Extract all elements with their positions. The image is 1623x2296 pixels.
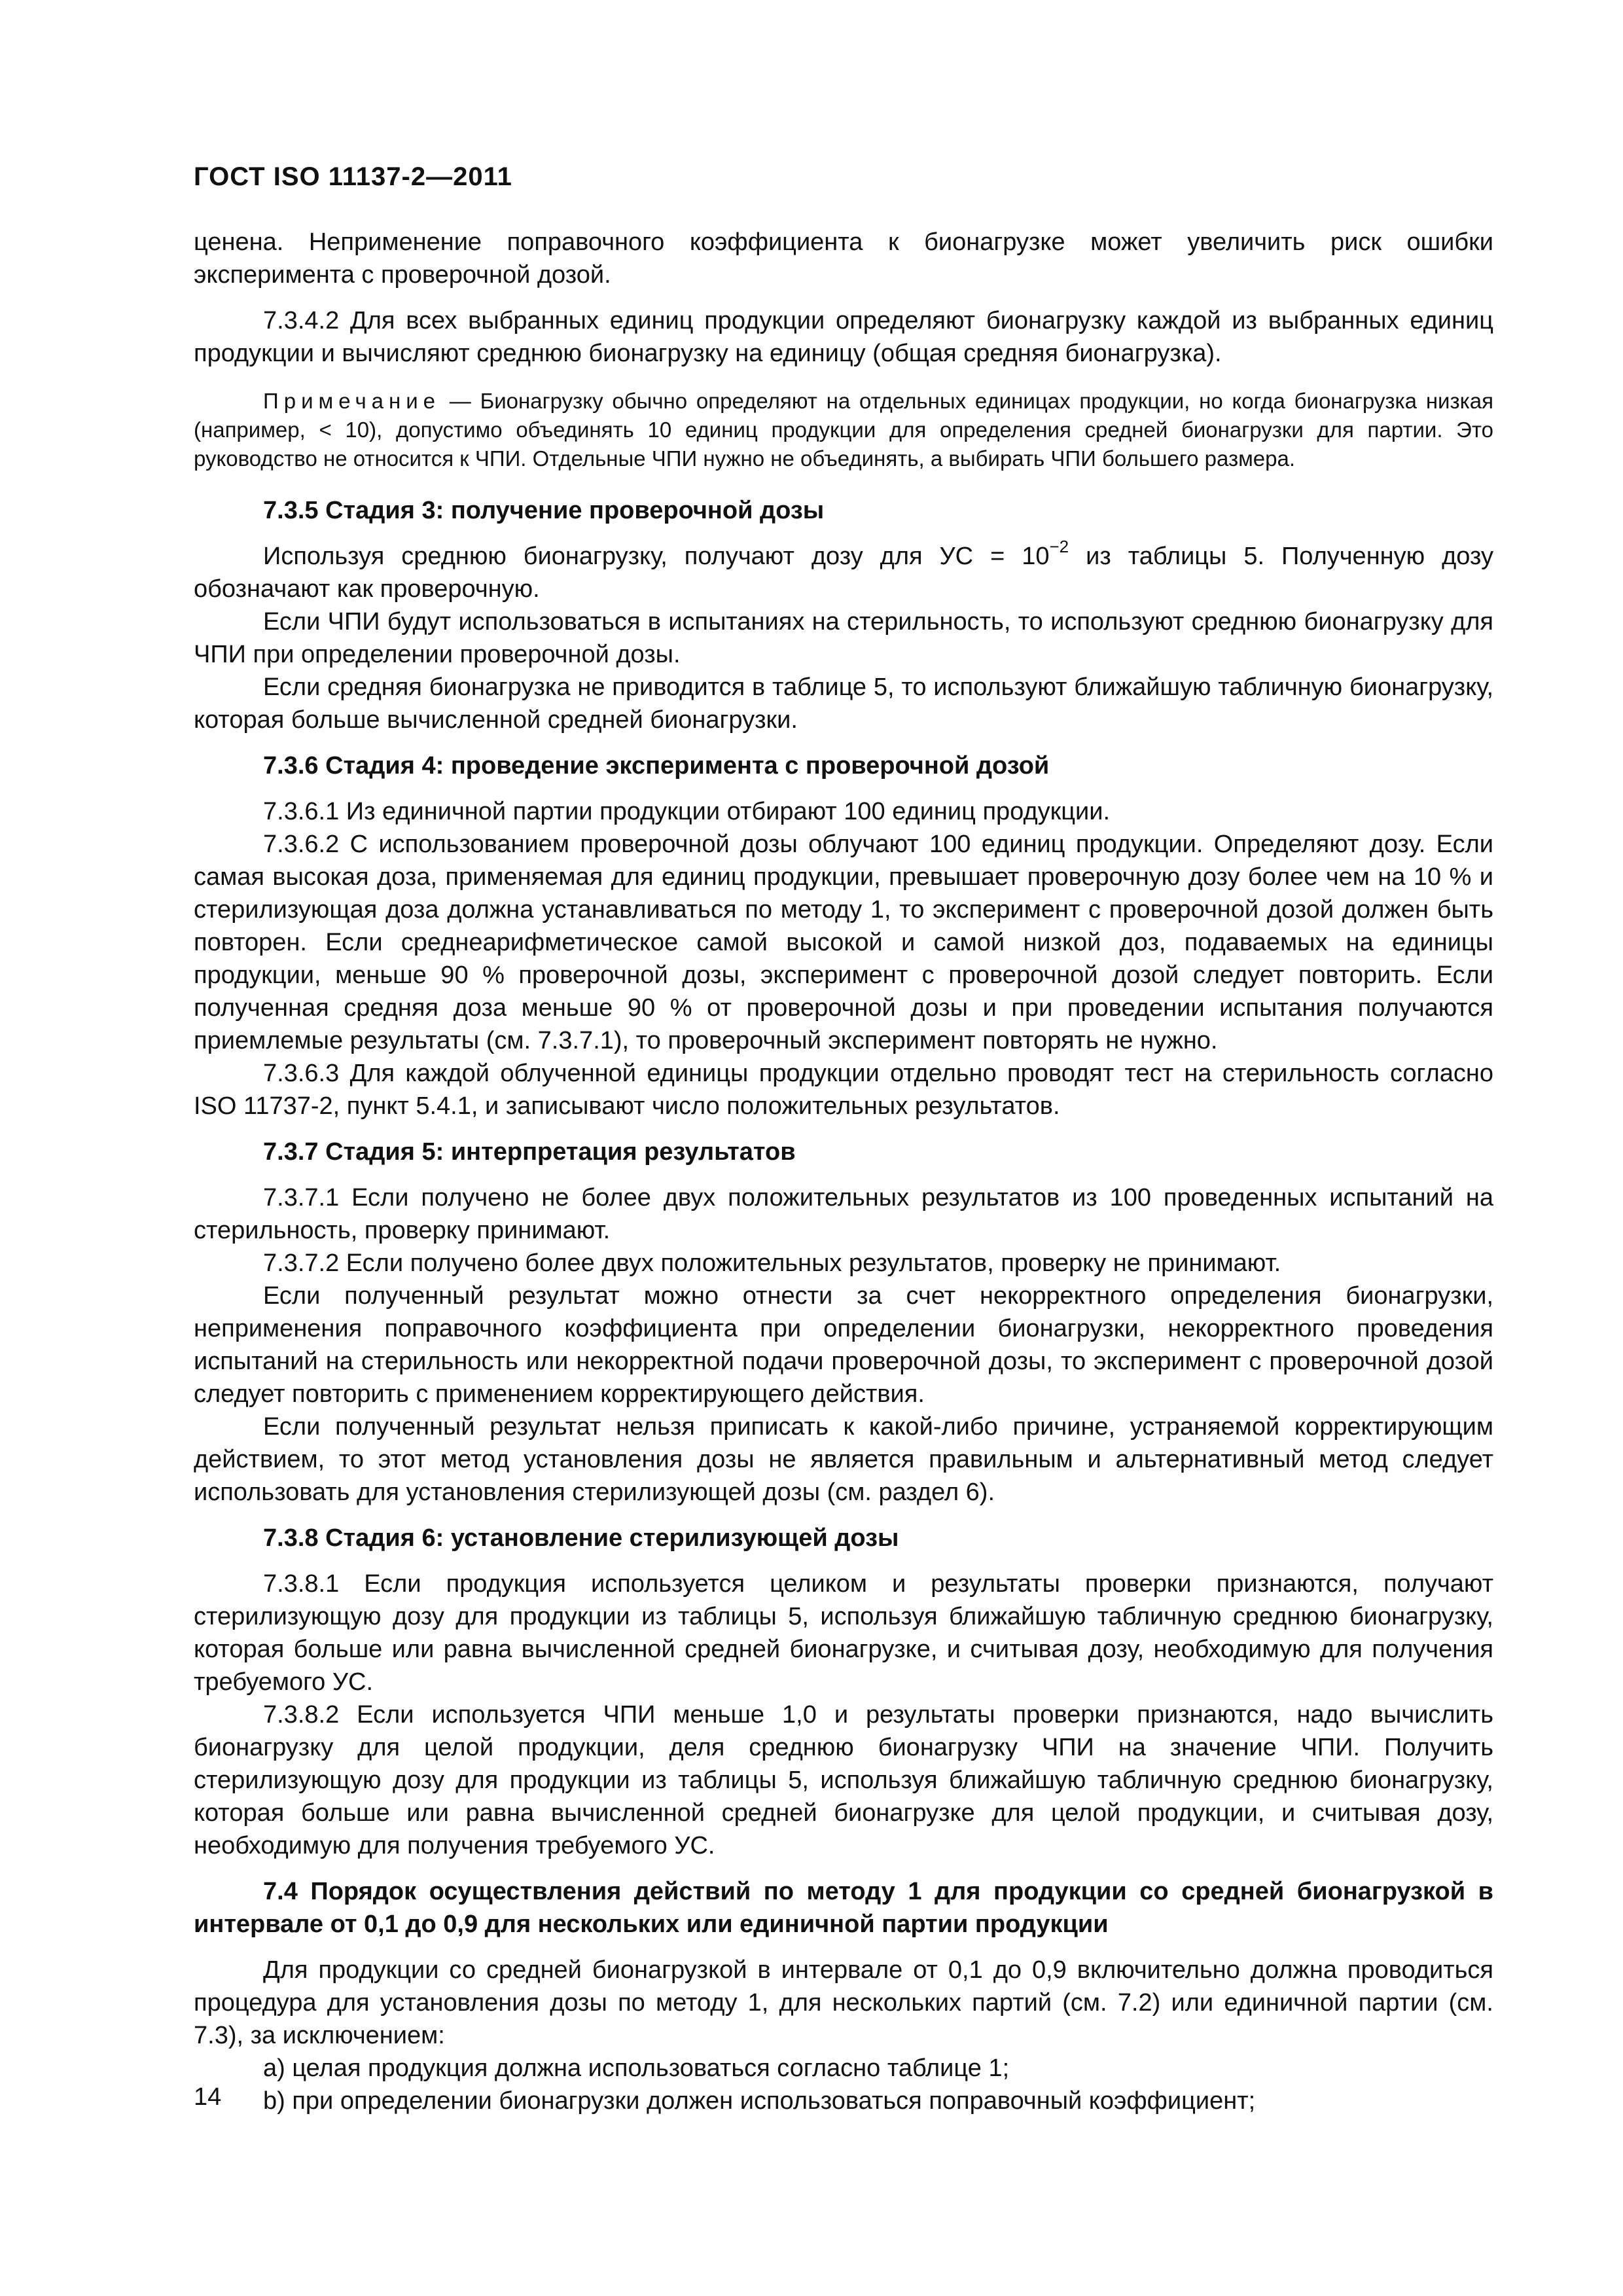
paragraph-7-3-7-1: 7.3.7.1 Если получено не более двух положительных результатов из 100 проведенных испытаний на стерильность, проверку принимают. (194, 1184, 1493, 1244)
document-body (194, 226, 1493, 2117)
list-item-a: a) целая продукция должна использоваться согласно таблице 1; (263, 2054, 1010, 2082)
note (194, 387, 1493, 473)
paragraph-7-3-8-2: 7.3.8.2 Если используется ЧПИ меньше 1,0 и результаты проверки признаются, надо вычислить бионагрузку для целой продукции, деля среднюю бионагрузку ЧПИ на значение ЧПИ. Получить стерилизующую дозу для продукции из таблицы 5, используя ближайшую табличную среднюю бионагрузку, которая больше или равна вычисленной средней бионагрузке для целой продукции, и считывая дозу, необходимую для получения требуемого УС. (194, 1701, 1493, 1859)
list-item-b: b) при определении бионагрузки должен использоваться поправочный коэффициент; (263, 2087, 1256, 2115)
paragraph-7-3-4-2: 7.3.4.2 Для всех выбранных единиц продукции определяют бионагрузку каждой из выбранных единиц продукции и вычисляют среднюю бионагрузку на единицу (общая средняя бионагрузка). (194, 307, 1493, 367)
paragraph-7-3-7-2: 7.3.7.2 Если получено более двух положительных результатов, проверку не принимают. (263, 1249, 1281, 1277)
paragraph-7-3-5-b: Если ЧПИ будут использоваться в испытаниях на стерильность, то используют среднюю бионагрузку для ЧПИ при определении проверочной дозы. (194, 608, 1493, 668)
page-number: 14 (194, 2083, 222, 2111)
paragraph-7-3-6-3: 7.3.6.3 Для каждой облученной единицы продукции отдельно проводят тест на стерильность согласно ISO 11737-2, пункт 5.4.1, и записывают число положительных результатов. (194, 1060, 1493, 1120)
paragraph-continuation: ценена. Неприменение поправочного коэффициента к бионагрузке может увеличить риск ошибки эксперимента с проверочной дозой. (194, 228, 1493, 289)
heading-7-3-6: 7.3.6 Стадия 4: проведение эксперимента с проверочной дозой (263, 752, 1050, 780)
paragraph-7-3-8-1: 7.3.8.1 Если продукция используется целиком и результаты проверки признаются, получают стерилизующую дозу для продукции из таблицы 5, используя ближайшую табличную среднюю бионагрузку, которая больше или равна вычисленной средней бионагрузке, и считывая дозу, необходимую для получения требуемого УС. (194, 1570, 1493, 1696)
heading-7-3-7: 7.3.7 Стадия 5: интерпретация результатов (263, 1138, 796, 1166)
heading-7-3-5: 7.3.5 Стадия 3: получение проверочной дозы (263, 497, 825, 524)
paragraph-7-3-6-2: 7.3.6.2 С использованием проверочной дозы облучают 100 единиц продукции. Определяют дозу. Если самая высокая доза, применяемая для единиц продукции, превышает проверочную дозу более чем на 10 % и стерилизующая доза должна устанавливаться по методу 1, то эксперимент с проверочной дозой должен быть повторен. Если среднеарифметическое самой высокой и самой низкой доз, подаваемых на единицы продукции, меньше 90 % проверочной дозы, эксперимент с проверочной дозой следует повторить. Если полученная средняя доза меньше 90 % от проверочной дозы и при проведении испытания получаются приемлемые результаты (см. 7.3.7.1), то проверочный эксперимент повторять не нужно. (194, 831, 1493, 1054)
heading-7-3-8: 7.3.8 Стадия 6: установление стерилизующей дозы (263, 1524, 899, 1552)
heading-7-4: 7.4 Порядок осуществления действий по методу 1 для продукции со средней бионагрузкой в интервале от 0,1 до 0,9 для нескольких или единичной партии продукции (194, 1878, 1493, 1938)
paragraph-7-3-5-a-tail: из таблицы 5. Полученную дозу обозначают как проверочную. (194, 543, 1493, 603)
paragraph-7-3-7-d: Если полученный результат нельзя приписать к какой-либо причине, устраняемой корректирующим действием, то этот метод установления дозы не является правильным и альтернативный метод следует использовать для установления стерилизующей дозы (см. раздел 6). (194, 1413, 1493, 1506)
note-text: — Бионагрузку обычно определяют на отдельных единицах продукции, но когда бионагрузка низкая (например, < 10), допустимо объединять 10 единиц продукции для определения средней бионагрузки для партии. Это руководство не относится к ЧПИ. Отдельные ЧПИ нужно не объединять, а выбирать ЧПИ большего размера. (194, 389, 1493, 471)
paragraph-7-3-6-1: 7.3.6.1 Из единичной партии продукции отбирают 100 единиц продукции. (263, 798, 1111, 825)
paragraph-7-3-5-a (194, 537, 1493, 605)
paragraph-7-3-5-a-text: Используя среднюю бионагрузку, получают дозу для УС = 10 (263, 543, 1050, 570)
paragraph-7-3-7-c: Если полученный результат можно отнести за счет некорректного определения бионагрузки, неприменения поправочного коэффициента при определении бионагрузки, некорректного проведения испытаний на стерильность или некорректной подачи проверочной дозы, то эксперимент с проверочной дозой следует повторить с применением корректирующего действия. (194, 1282, 1493, 1408)
exponent: −2 (1049, 537, 1069, 557)
paragraph-7-3-5-c: Если средняя бионагрузка не приводится в таблице 5, то используют ближайшую табличную бионагрузку, которая больше вычисленной средней бионагрузки. (194, 673, 1493, 734)
document-header-title: ГОСТ ISO 11137-2—2011 (194, 162, 512, 191)
note-label: Примечание (263, 389, 441, 413)
paragraph-7-4: Для продукции со средней бионагрузкой в интервале от 0,1 до 0,9 включительно должна проводиться процедура для установления дозы по методу 1, для нескольких партий (см. 7.2) или единичной партии (см. 7.3), за исключением: (194, 1956, 1493, 2049)
